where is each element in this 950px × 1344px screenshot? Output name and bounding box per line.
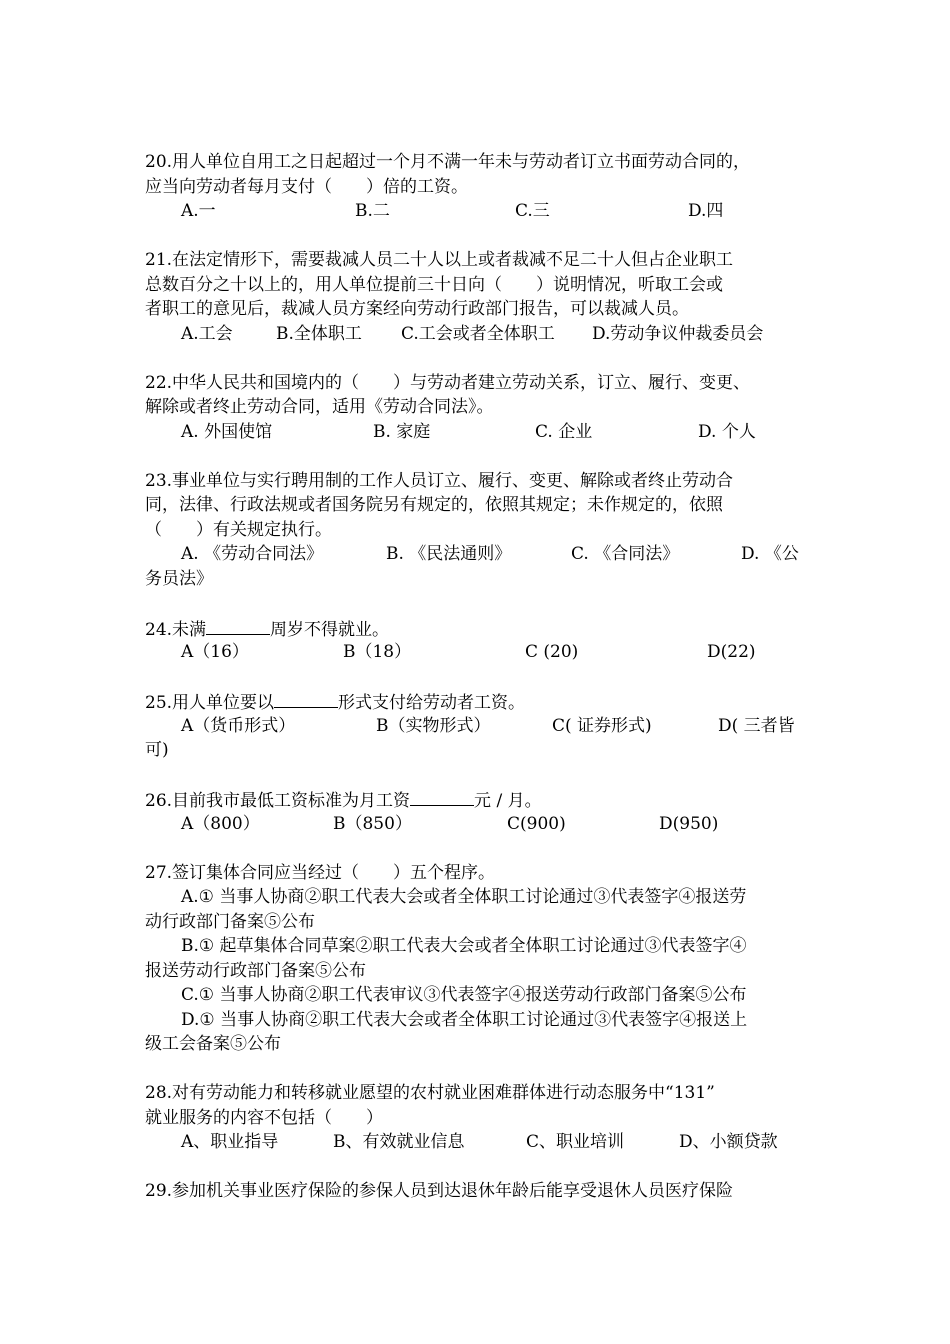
question-text: 同，法律、行政法规或者国务院另有规定的，依照其规定；未作规定的，依照 bbox=[145, 495, 723, 515]
option-b: B. 《民法通则》 bbox=[386, 544, 512, 564]
question-prefix: 24.未满 bbox=[145, 619, 207, 640]
option-d: D( 三者皆 bbox=[718, 715, 795, 736]
options-row bbox=[145, 199, 825, 224]
options-row bbox=[145, 542, 825, 567]
option-b: B、有效就业信息 bbox=[333, 1132, 465, 1152]
question-suffix: 形式支付给劳动者工资。 bbox=[338, 693, 526, 713]
option-d: D.四 bbox=[688, 201, 724, 221]
option-b: B（850） bbox=[333, 813, 412, 834]
question-text bbox=[145, 616, 825, 641]
options-row bbox=[145, 714, 825, 739]
option-d: D. 《公 bbox=[741, 544, 799, 564]
option-c: C. 企业 bbox=[535, 421, 593, 442]
option-a-continuation: 动行政部门备案⑤公布 bbox=[145, 911, 315, 932]
question-suffix: 周岁不得就业。 bbox=[270, 619, 390, 640]
option-d-continuation: 级工会备案⑤公布 bbox=[145, 1034, 281, 1054]
question-26 bbox=[145, 787, 825, 836]
option-a: A（800） bbox=[181, 813, 260, 834]
question-text: 22.中华人民共和国境内的（ ）与劳动者建立劳动关系，订立、履行、变更、 bbox=[145, 372, 751, 393]
option-c: C.① 当事人协商②职工代表审议③代表签字④报送劳动行政部门备案⑤公布 bbox=[181, 985, 747, 1005]
question-text: 23.事业单位与实行聘用制的工作人员订立、履行、变更、解除或者终止劳动合 bbox=[145, 470, 734, 491]
question-text: 者职工的意见后，裁减人员方案经向劳动行政部门报告，可以裁减人员。 bbox=[145, 299, 689, 319]
question-23 bbox=[145, 469, 825, 592]
question-27 bbox=[145, 861, 825, 1057]
option-a: A（16） bbox=[181, 642, 249, 662]
question-text: 27.签订集体合同应当经过（ ）五个程序。 bbox=[145, 862, 496, 883]
question-prefix: 26.目前我市最低工资标准为月工资 bbox=[145, 791, 411, 811]
option-d: D.① 当事人协商②职工代表大会或者全体职工讨论通过③代表签字④报送上 bbox=[181, 1009, 748, 1030]
question-text bbox=[145, 787, 825, 812]
options-row bbox=[145, 322, 825, 347]
option-a: A.工会 bbox=[181, 323, 233, 344]
option-a: A. 《劳动合同法》 bbox=[181, 544, 324, 564]
question-text: 29.参加机关事业医疗保险的参保人员到达退休年龄后能享受退休人员医疗保险 bbox=[145, 1181, 734, 1201]
options-row bbox=[145, 812, 825, 837]
option-d: D、小额贷款 bbox=[679, 1132, 778, 1152]
option-c: C、职业培训 bbox=[526, 1132, 625, 1152]
options-row bbox=[145, 1130, 825, 1155]
option-continuation: 务员法》 bbox=[145, 568, 213, 589]
question-20 bbox=[145, 150, 825, 224]
option-a: A（货币形式） bbox=[181, 715, 296, 736]
option-b: B.全体职工 bbox=[276, 323, 362, 344]
option-continuation: 可) bbox=[145, 740, 169, 760]
question-28 bbox=[145, 1081, 825, 1155]
question-suffix: 元 / 月。 bbox=[474, 791, 542, 811]
option-c: C (20) bbox=[525, 642, 579, 662]
question-text: 解除或者终止劳动合同，适用《劳动合同法》。 bbox=[145, 397, 494, 417]
option-b: B.二 bbox=[355, 201, 390, 221]
option-a: A、职业指导 bbox=[181, 1132, 279, 1152]
question-24 bbox=[145, 616, 825, 665]
question-text: 总数百分之十以上的，用人单位提前三十日向（ ）说明情况，听取工会或 bbox=[145, 274, 723, 295]
option-c: C.三 bbox=[515, 201, 550, 221]
option-b: B（18） bbox=[343, 642, 412, 662]
answer-blank bbox=[206, 616, 270, 635]
question-text: （ ）有关规定执行。 bbox=[145, 519, 332, 540]
question-text: 28.对有劳动能力和转移就业愿望的农村就业困难群体进行动态服务中“131” bbox=[145, 1083, 715, 1103]
question-prefix: 25.用人单位要以 bbox=[145, 693, 275, 713]
question-25 bbox=[145, 689, 825, 763]
question-text: 21.在法定情形下，需要裁减人员二十人以上或者裁减不足二十人但占企业职工 bbox=[145, 250, 734, 270]
option-b: B. 家庭 bbox=[373, 421, 431, 442]
option-d: D(950) bbox=[659, 813, 719, 834]
question-text bbox=[145, 689, 825, 714]
option-c: C(900) bbox=[507, 813, 566, 834]
option-d: D.劳动争议仲裁委员会 bbox=[592, 323, 764, 344]
option-b: B（实物形式） bbox=[376, 715, 491, 736]
question-text: 应当向劳动者每月支付（ ）倍的工资。 bbox=[145, 176, 468, 197]
document-page bbox=[145, 150, 825, 1228]
option-a: A.① 当事人协商②职工代表大会或者全体职工讨论通过③代表签字④报送劳 bbox=[181, 887, 747, 907]
option-a: A. 外国使馆 bbox=[181, 421, 273, 442]
question-29 bbox=[145, 1179, 825, 1204]
option-a: A.一 bbox=[181, 201, 216, 221]
option-b-continuation: 报送劳动行政部门备案⑤公布 bbox=[145, 960, 366, 981]
question-22 bbox=[145, 371, 825, 445]
option-c: C.工会或者全体职工 bbox=[401, 323, 555, 344]
question-text: 20.用人单位自用工之日起超过一个月不满一年未与劳动者订立书面劳动合同的， bbox=[145, 152, 751, 172]
answer-blank bbox=[410, 787, 474, 806]
options-row bbox=[145, 420, 825, 445]
option-d: D(22) bbox=[707, 642, 756, 662]
option-d: D. 个人 bbox=[698, 421, 756, 442]
option-c: C. 《合同法》 bbox=[571, 544, 680, 564]
option-b: B.① 起草集体合同草案②职工代表大会或者全体职工讨论通过③代表签字④ bbox=[181, 936, 747, 956]
question-21 bbox=[145, 248, 825, 346]
options-row bbox=[145, 640, 825, 665]
answer-blank bbox=[274, 689, 338, 708]
question-text: 就业服务的内容不包括（ ） bbox=[145, 1107, 383, 1128]
option-c: C( 证券形式) bbox=[552, 715, 652, 736]
